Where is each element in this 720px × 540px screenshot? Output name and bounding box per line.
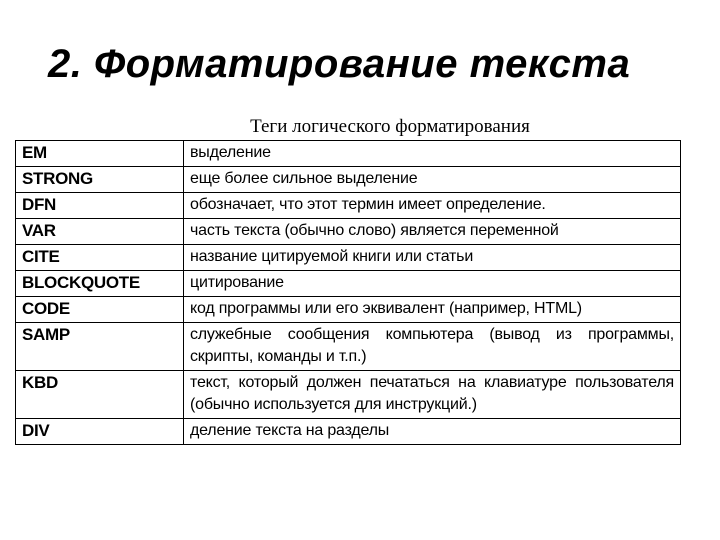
description-cell: деление текста на разделы	[184, 419, 681, 445]
description-cell: служебные сообщения компьютера (вывод из программы, скрипты, команды и т.п.)	[184, 323, 681, 371]
tag-cell: EM	[16, 141, 184, 167]
tag-cell: KBD	[16, 371, 184, 419]
table-caption: Теги логического форматирования	[250, 116, 530, 137]
slide-title: 2. Форматирование текста	[48, 42, 631, 86]
table-row	[16, 297, 681, 323]
description-cell: выделение	[184, 141, 681, 167]
table-row	[16, 141, 681, 167]
description-cell: обозначает, что этот термин имеет определение.	[184, 193, 681, 219]
tag-cell: STRONG	[16, 167, 184, 193]
description-cell: текст, который должен печататься на клавиатуре пользователя (обычно используется для инструкций.)	[184, 371, 681, 419]
tag-cell: CODE	[16, 297, 184, 323]
table-row	[16, 219, 681, 245]
table-row	[16, 419, 681, 445]
description-cell: часть текста (обычно слово) является переменной	[184, 219, 681, 245]
tag-cell: BLOCKQUOTE	[16, 271, 184, 297]
table-row	[16, 167, 681, 193]
table-row	[16, 245, 681, 271]
tag-cell: VAR	[16, 219, 184, 245]
description-cell: название цитируемой книги или статьи	[184, 245, 681, 271]
table-row	[16, 371, 681, 419]
tag-cell: DIV	[16, 419, 184, 445]
table-row	[16, 193, 681, 219]
description-cell: еще более сильное выделение	[184, 167, 681, 193]
table-row	[16, 271, 681, 297]
description-cell: код программы или его эквивалент (например, HTML)	[184, 297, 681, 323]
tag-cell: DFN	[16, 193, 184, 219]
tag-cell: CITE	[16, 245, 184, 271]
tags-table	[15, 140, 681, 445]
tag-cell: SAMP	[16, 323, 184, 371]
description-cell: цитирование	[184, 271, 681, 297]
table-row	[16, 323, 681, 371]
